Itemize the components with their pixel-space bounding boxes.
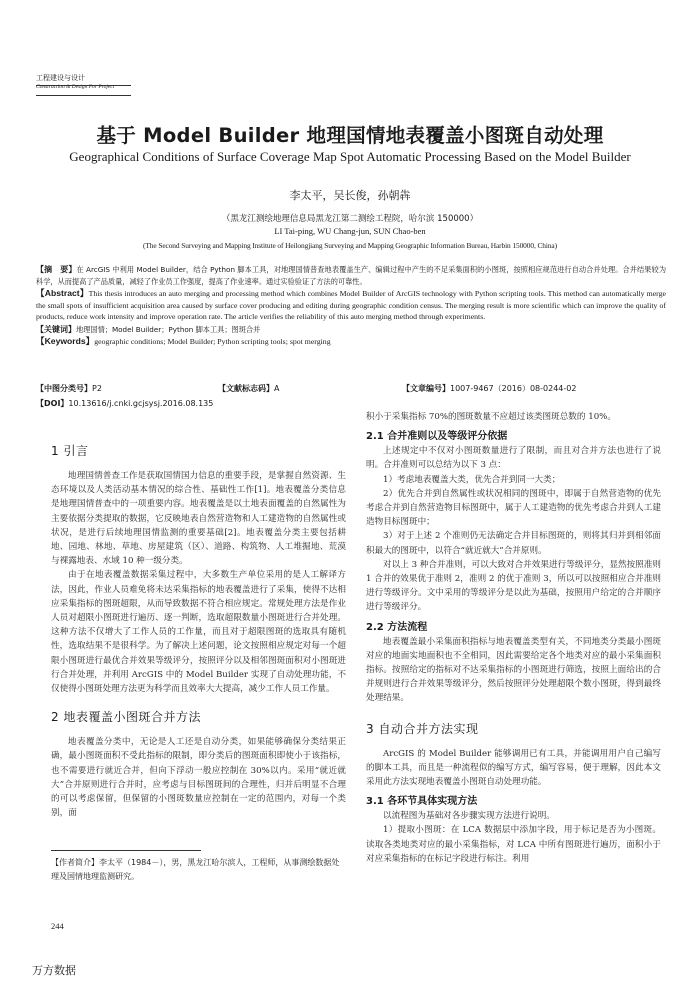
section-2-heading: 2 地表覆盖小图斑合并方法 [51,710,201,725]
section-2-paragraph-1: 地表覆盖分类中，无论是人工还是自动分类，如果能够确保分类结果正确，最小图斑面积不受此指标的限制，即分类后的图斑面积即使小于该指标，也不需要进行就近合并，但向下浮动一般应控制在 30%以内。采用“就近就大”合并原则进行合并时，应考虑与目标图斑间的合理性，归并后明显不合理的可以考虑保留，但保留的小图斑数量应控制在一定的范围内，对每一个类别，面 [51,737,346,819]
section-2-2-heading: 2.2 方法流程 [366,621,428,633]
section-1-paragraph-1: 地理国情普查工作是获取国情国力信息的重要手段，是掌握自然资源、生态环境以及人类活动基本情况的综合性、基础性工作[1]。地表覆盖分类信息是地理国情普查中的一项重要内容。地表覆盖是以土地表面覆盖的自然属性为主要依据分类提取的数据，它反映地表自然营造物和人工建造物的自然属性或状况，是进行后续地理国情监测的重要基础[2]。地表覆盖分类主要包括耕地、园地、林地、草地、房屋建筑（区）、道路、构筑物、人工堆掘地、荒漠与裸露地表、水域 10 种一级分类。 [51,471,346,567]
section-3-paragraph-1: ArcGIS 的 Model Builder 能够调用已有工具，并能调用用户自己编写的脚本工具，而且是一种流程似的编写方式，编写容易，便于理解，因此本文采用此方法实现地表覆盖小图斑自动处理功能。 [366,748,661,788]
paper-title-en: Geographical Conditions of Surface Coverage Map Spot Automatic Processing Based on the Model Builder [69,149,631,164]
abstract-cn [36,264,666,287]
right-column [366,410,661,866]
article-number [402,383,576,394]
page-number: 244 [51,921,64,931]
keywords-cn-text: 地理国情；Model Builder；Python 脚本工具；图斑合并 [76,324,261,334]
keywords-en [36,336,666,348]
header-divider-top [36,85,131,86]
doi-value: 10.13616/j.cnki.gcjsysj.2016.08.135 [68,399,214,408]
paper-title-cn: 基于 Model Builder 地理国情地表覆盖小图斑自动处理 [96,124,604,147]
journal-name-cn: 工程建设与设计 [36,74,85,82]
keywords-cn-label: 【关键词】 [36,324,76,334]
affiliation-en: (The Second Surveying and Mapping Institute of Heilongjiang Surveying and Mapping Geographic Information Bureau, Harbin 150000, China) [143,241,557,250]
journal-header [36,74,114,91]
abstract-en [36,288,666,323]
clc-label: 【中图分类号】 [36,384,92,393]
section-2-1-paragraph-4: 3）对于上述 2 个准则仍无法确定合并目标图斑的，则将其归并到相邻面积最大的图斑中，以符合“就近就大”合并原则。 [366,531,661,556]
affiliation-cn: （黑龙江测绘地理信息局黑龙江第二测绘工程院，哈尔滨 150000） [221,214,479,224]
doi-row [36,398,213,409]
abstract-block [36,264,666,349]
header-divider-bottom [36,95,131,96]
doc-code-value: A [274,384,280,393]
footnote-divider [51,850,201,851]
section-2-1-paragraph-2: 1）考虑地表覆盖大类，优先合并到同一大类； [383,474,561,485]
watermark: 万方数据 [32,964,76,977]
abstract-en-text: This thesis introduces an auto merging and processing method which combines Model Builder of ArcGIS technology with Python scripting tools. This method can automatically merge the small spots of insufficient acquisition area caused by surface cover producing and editing during geographic condition census. The merging result is more scientific which can improve the quality of products, reduce work intensity and improve operation rate. The article verifies the reliability of this auto merging method through experiments. [36,289,666,321]
author-footnote: 【作者简介】李太平（1984－），男，黑龙江哈尔滨人，工程师，从事测绘数据处理及国情地理监测研究。 [51,858,340,881]
abstract-cn-text: 在 ArcGIS 中利用 Model Builder，结合 Python 脚本工具，对地理国情普查地表覆盖生产、编辑过程中产生的不足采集面积的小图斑，按照相应规范进行自动合并处理。合并结果较为科学，从而提高了产品质量，减轻了作业员工作强度，提高了作业速率。通过实验验证了方法的可靠性。 [36,265,667,286]
article-no-label: 【文章编号】 [402,384,450,393]
section-2-2-paragraph-1: 地表覆盖最小采集面积指标与地表覆盖类型有关，不同地类分类最小图斑对应的地面实地面积也不全相同，因此需要给定各个地类对应的最小采集面积指标。按照给定的指标对不达采集指标的小图斑进行筛选，按照上面给出的合并规则进行合并效果等级评分，然后按照评分处理超限个数小图斑，得到最终处理结果。 [366,636,661,704]
article-no-value: 1007-9467（2016）08-0244-02 [450,384,577,393]
section-1-paragraph-2: 由于在地表覆盖数据采集过程中，大多数生产单位采用的是人工解译方法，因此，作业人员难免将未达采集指标的地表覆盖进行了采集，使得不达相应采集指标的图斑超限，从而导致数据不符合相应规定。常规处理方法是作业人员对超限小图斑进行遍历、逐一判断，选取超限数量小图斑进行合并处理。这种方法不仅增大了工作人员的工作量，而且对于超限图斑的选取具有随机性，选取结果不是很科学。为了解决上述问题，论文按照相应规定对每一个超限小图斑进行最优合并效果等级评分，按照评分以及相邻图斑面积对小图斑进行合并处理，并利用 ArcGIS 中的 Model Builder 实现了自动处理功能，不仅使得小图斑处理方法更为科学而且效率大大提高，减少工作人员工作量。 [51,570,346,695]
section-2-1-heading: 2.1 合并准则以及等级评分依据 [366,431,508,443]
section-3-1-heading: 3.1 各环节具体实现方法 [366,796,478,808]
section-2-1-paragraph-1: 上述规定中不仅对小图斑数量进行了限制，而且对合并方法也进行了说明。合并准则可以总结为以下 3 点： [366,446,661,471]
keywords-cn [36,324,666,336]
section-3-heading: 3 自动合并方法实现 [366,721,479,736]
journal-name-en: Construction & Design For Project [36,84,115,90]
keywords-en-text: geographic conditions; Model Builder; Python scripting tools; spot merging [94,337,331,346]
abstract-cn-label: 【摘 要】 [36,265,77,274]
doc-code-label: 【文献标志码】 [218,384,274,393]
document-code [218,383,279,394]
clc-value: P2 [92,384,102,393]
section-2-1-paragraph-3: 2）优先合并到自然属性或状况相同的图斑中，即属于自然营造物的优先考虑合并到自然营造物目标图斑中，属于人工建造物的优先考虑合并到人工建造物目标图斑中； [366,488,661,528]
abstract-en-label: 【Abstract】 [36,288,89,298]
keywords-en-label: 【Keywords】 [36,336,95,346]
doi-label: 【DOI】 [36,399,69,408]
section-3-1-paragraph-2: 1）提取小图斑：在 LCA 数据层中添加字段，用于标记是否为小图斑。读取各类地类对应的最小采集指标，对 LCA 中所有图斑进行遍历，面积小于对应采集指标的在标记字段进行标注。利用 [366,825,661,864]
section-1-heading: 1 引言 [51,444,89,458]
clc-number [36,383,102,394]
authors-cn: 李太平，吴长俊，孙朝犇 [289,189,411,202]
section-2-1-paragraph-5: 对以上 3 种合并准则，可以大致对合并效果进行等级评分，显然按照准则 1 合并的效果优于准则 2，准则 2 的优于准则 3，所以可以按照相应合并准则进行等级评分。文中采用的等级评分是以此为基础，按照用户给定的合并顺序进行等级评分。 [366,559,661,613]
authors-en: LI Tai-ping, WU Chang-jun, SUN Chao-ben [274,226,426,236]
left-column [51,442,346,820]
section-3-1-paragraph-1: 以流程图为基础对各步骤实现方法进行说明。 [383,811,555,822]
continued-paragraph: 积小于采集指标 70%的图斑数量不应超过该类图斑总数的 10%。 [366,412,616,422]
